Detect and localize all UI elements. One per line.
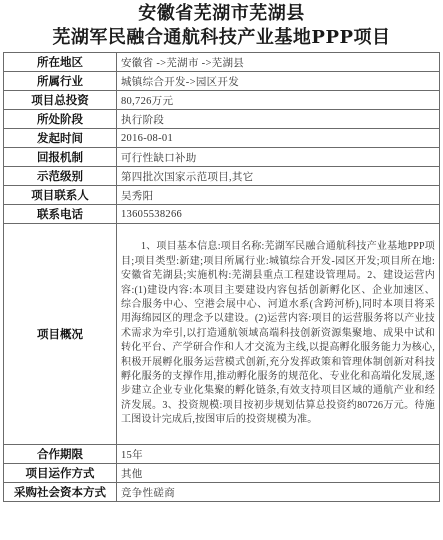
project-info-table: [3, 52, 440, 502]
value-operation-mode: 其他: [117, 464, 440, 483]
label-total-investment: 项目总投资: [4, 91, 117, 110]
value-total-investment: 80,726万元: [117, 91, 440, 110]
value-procurement-method: 竞争性磋商: [117, 483, 440, 502]
label-procurement-method: 采购社会资本方式: [4, 483, 117, 502]
value-start-date: 2016-08-01: [117, 129, 440, 148]
document-title: [3, 2, 440, 50]
label-region: 所在地区: [4, 53, 117, 72]
value-industry: 城镇综合开发->园区开发: [117, 72, 440, 91]
row-stage: [4, 110, 440, 129]
row-return-mechanism: [4, 148, 440, 167]
row-contact-phone: [4, 205, 440, 224]
row-start-date: [4, 129, 440, 148]
label-return-mechanism: 回报机制: [4, 148, 117, 167]
row-overview: [4, 224, 440, 445]
value-contact-person: 吴秀阳: [117, 186, 440, 205]
label-start-date: 发起时间: [4, 129, 117, 148]
value-return-mechanism: 可行性缺口补助: [117, 148, 440, 167]
value-cooperation-term: 15年: [117, 445, 440, 464]
label-contact-phone: 联系电话: [4, 205, 117, 224]
label-contact-person: 项目联系人: [4, 186, 117, 205]
title-line-2: 芜湖军民融合通航科技产业基地PPP项目: [52, 27, 391, 48]
label-demo-level: 示范级别: [4, 167, 117, 186]
label-cooperation-term: 合作期限: [4, 445, 117, 464]
row-cooperation-term: [4, 445, 440, 464]
row-operation-mode: [4, 464, 440, 483]
value-overview: 1、项目基本信息:项目名称:芜湖军民融合通航科技产业基地PPP项目;项目类型:新建;项目所属行业:城镇综合开发-园区开发;项目所在地:安徽省芜湖县;实施机构:芜湖县重点工程建设管理局。2、建设运营内容:(1)建设内容:本项目主要建设内容包括创新孵化区、企业加速区、综合服务中心、空港会展中心、河道水系(含跨河桥),同时本项目将采用海绵园区的理念予以建设。(2)运营内容:项目的运营服务将以产业技术需求为牵引,以打造通航领域高端科技创新资源集聚地、成果中试和转化平台、产学研合作和人才交流为主线,以提高孵化服务能力为核心,积极开展孵化服务运营模式创新,充分发挥政策和管理体制创新对科技孵化服务的支撑作用,推动孵化服务的规范化、专业化和高端化发展,逐步建立企业专业化集聚的孵化链条,有效支持项目区域的通航产业和经济发展。3、投资规模:项目按初步规划估算总投资约80726万元。待施工图设计完成后,按图审后的投资规模为准。: [117, 224, 440, 445]
label-operation-mode: 项目运作方式: [4, 464, 117, 483]
value-region: 安徽省 ->芜湖市 ->芜湖县: [117, 53, 440, 72]
label-stage: 所处阶段: [4, 110, 117, 129]
row-contact-person: [4, 186, 440, 205]
value-stage: 执行阶段: [117, 110, 440, 129]
value-demo-level: 第四批次国家示范项目,其它: [117, 167, 440, 186]
row-procurement-method: [4, 483, 440, 502]
label-industry: 所属行业: [4, 72, 117, 91]
row-demo-level: [4, 167, 440, 186]
row-total-investment: [4, 91, 440, 110]
row-industry: [4, 72, 440, 91]
value-contact-phone: 13605538266: [117, 205, 440, 224]
title-line-1: 安徽省芜湖市芜湖县: [138, 3, 305, 24]
label-overview: 项目概况: [4, 224, 117, 445]
row-region: [4, 53, 440, 72]
